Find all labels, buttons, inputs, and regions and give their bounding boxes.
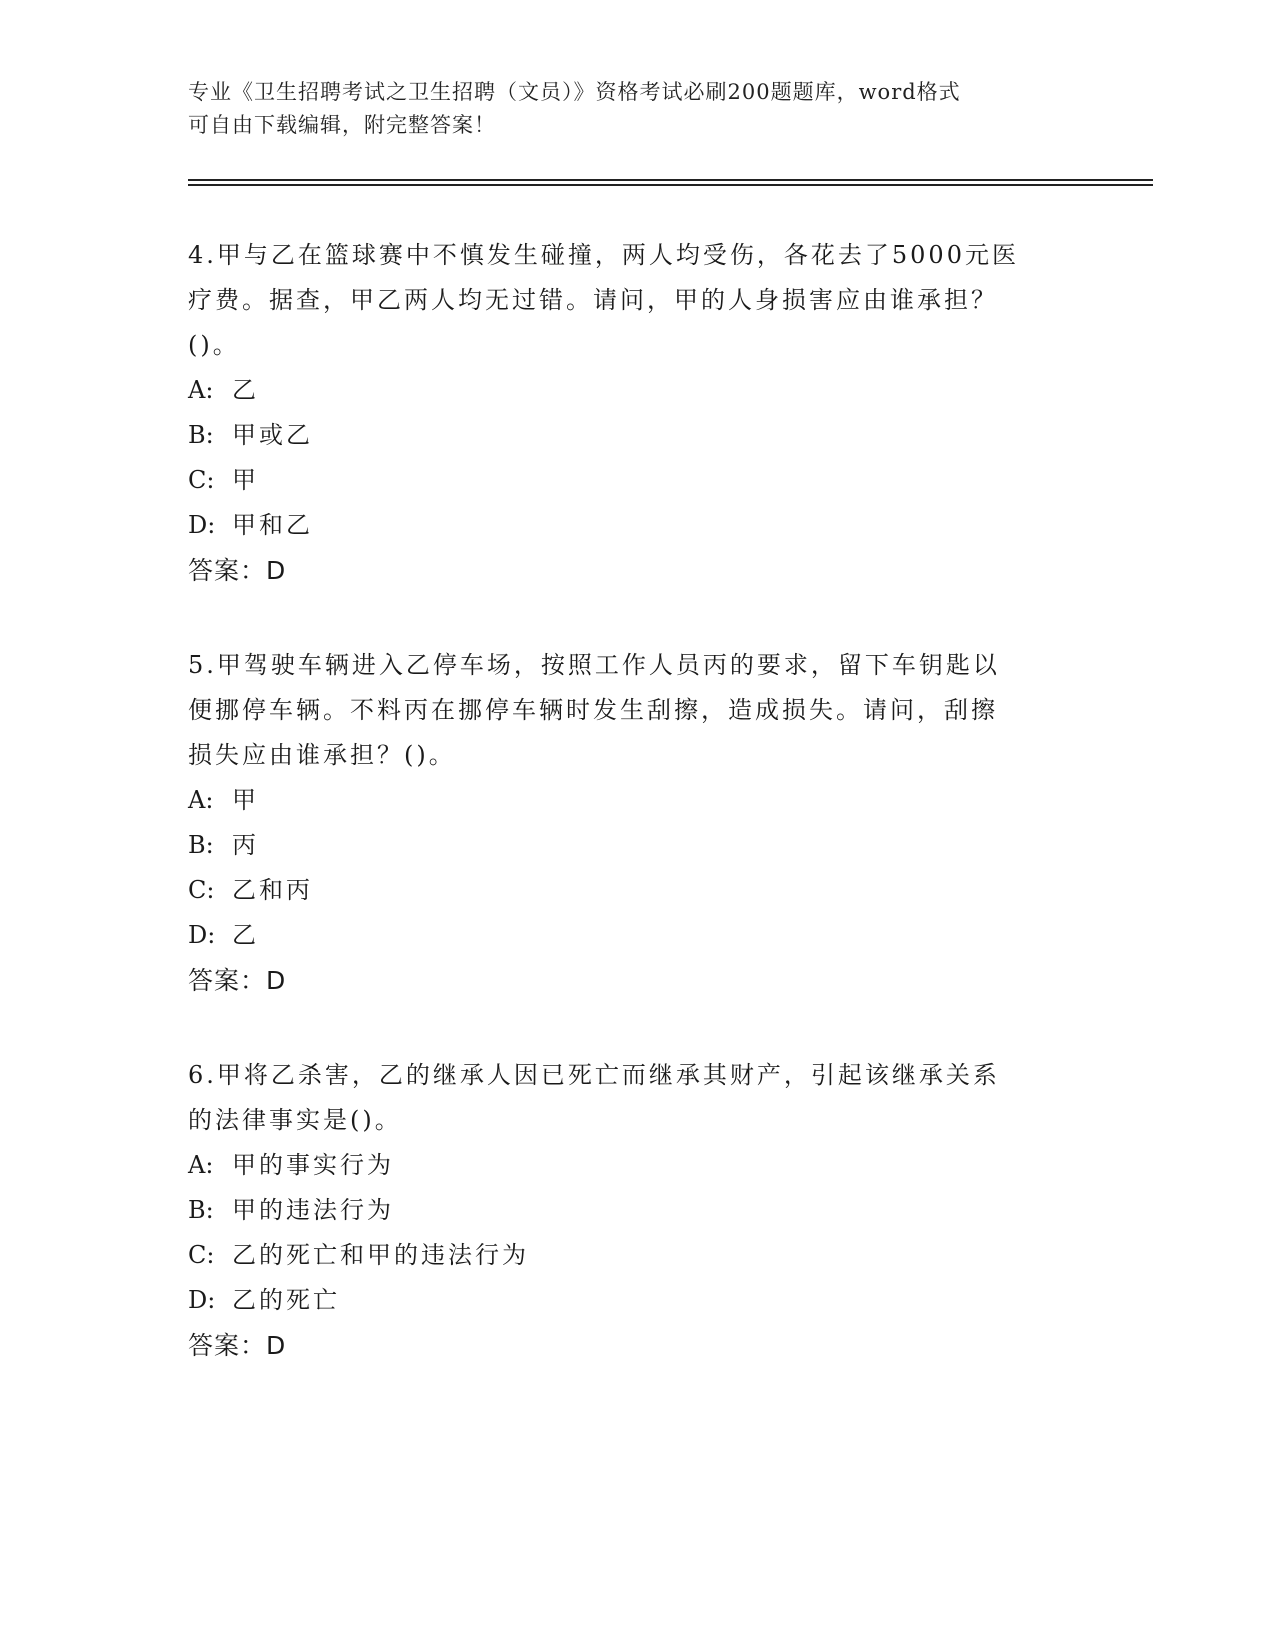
option-letter: D: [188,1286,216,1314]
answer-line: 答案：D [188,966,287,995]
question-stem-line: 疗费。据查，甲乙两人均无过错。请问，甲的人身损害应由谁承担？ [188,286,998,314]
option-text: 甲 [232,466,259,494]
option-a [188,778,1068,823]
header-line-1: 专业《卫生招聘考试之卫生招聘（文员）》资格考试必刷200题题库，word格式 [188,80,961,104]
option-d [188,503,1068,548]
option-letter: C: [188,466,215,494]
question-stem-line: 6.甲将乙杀害，乙的继承人因已死亡而继承其财产，引起该继承关系 [188,1061,1000,1089]
option-text: 甲的违法行为 [232,1196,394,1224]
answer-line: 答案：D [188,556,287,585]
option-text: 丙 [232,831,259,859]
option-letter: B: [188,421,214,449]
option-text: 乙的死亡和甲的违法行为 [232,1241,529,1269]
question-stem-line: 损失应由谁承担？()。 [188,741,456,769]
question-6 [188,1053,1068,1368]
question-stem-line: 的法律事实是()。 [188,1106,402,1134]
option-c [188,868,1068,913]
question-stem-line: 便挪停车辆。不料丙在挪停车辆时发生刮擦，造成损失。请问，刮擦 [188,696,998,724]
header-divider-bottom [188,184,1153,186]
option-text: 甲和乙 [232,511,313,539]
question-4 [188,233,1068,593]
option-letter: C: [188,876,215,904]
option-text: 乙 [232,376,259,404]
option-letter: B: [188,831,214,859]
option-text: 乙的死亡 [232,1286,340,1314]
option-c [188,1233,1068,1278]
header-line-2: 可自由下载编辑，附完整答案！ [188,113,496,137]
option-c [188,458,1068,503]
question-stem-line: 4.甲与乙在篮球赛中不慎发生碰撞，两人均受伤，各花去了5000元医 [188,241,1019,269]
option-text: 甲 [232,786,259,814]
question-stem-line: ()。 [188,331,240,359]
option-d [188,913,1068,958]
question-stem [188,1053,1068,1143]
option-letter: B: [188,1196,214,1224]
option-b [188,1188,1068,1233]
option-text: 乙和丙 [232,876,313,904]
question-stem-line: 5.甲驾驶车辆进入乙停车场，按照工作人员丙的要求，留下车钥匙以 [188,651,1000,679]
header-divider-top [188,179,1153,181]
option-letter: A: [188,1151,214,1179]
question-stem [188,233,1068,368]
option-b [188,413,1068,458]
option-letter: A: [188,786,214,814]
document-header [188,76,1068,142]
option-letter: D: [188,921,216,949]
option-text: 甲的事实行为 [232,1151,394,1179]
option-letter: C: [188,1241,215,1269]
question-stem [188,643,1068,778]
option-letter: A: [188,376,214,404]
question-5 [188,643,1068,1003]
answer-line: 答案：D [188,1331,287,1360]
option-a [188,368,1068,413]
option-letter: D: [188,511,216,539]
option-text: 甲或乙 [232,421,313,449]
option-b [188,823,1068,868]
option-text: 乙 [232,921,259,949]
option-d [188,1278,1068,1323]
option-a [188,1143,1068,1188]
